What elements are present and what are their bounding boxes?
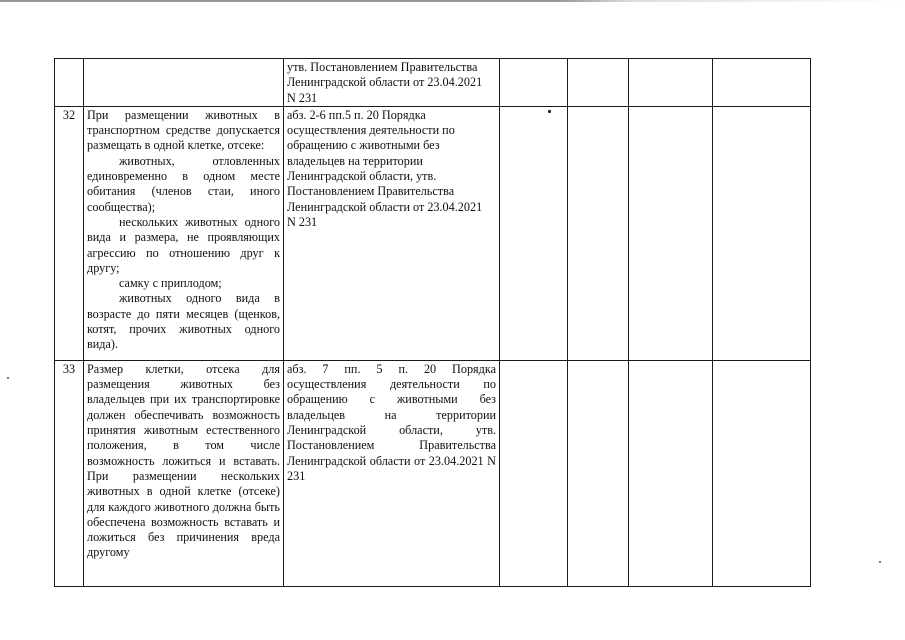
empty-cell xyxy=(713,360,811,586)
requirement-paragraph: животных одного вида в возрасте до пяти месяцев (щенков, котят, прочих животных одного вида). xyxy=(87,291,280,352)
requirement-paragraph: нескольких животных одного вида и размера, не проявляющих агрессию по отношению друг к другу; xyxy=(87,214,280,275)
empty-cell xyxy=(568,59,629,107)
empty-cell xyxy=(713,106,811,360)
requirement-cell xyxy=(84,59,284,107)
legal-source-cell xyxy=(284,59,500,107)
row-number: 33 xyxy=(55,360,84,586)
empty-cell xyxy=(500,360,568,586)
requirements-table xyxy=(54,58,811,587)
scan-speck xyxy=(7,377,9,379)
legal-source-cell xyxy=(284,360,500,586)
source-line: абз. 2-6 пп.5 п. 20 Порядка xyxy=(287,107,426,122)
requirement-cell xyxy=(84,360,284,586)
source-line: N 231 xyxy=(287,90,318,105)
empty-cell xyxy=(500,106,568,360)
empty-cell xyxy=(568,106,629,360)
empty-cell xyxy=(629,106,713,360)
empty-cell xyxy=(568,360,629,586)
source-line: владельцев на территории xyxy=(287,153,423,168)
source-line: Ленинградской области от 23.04.2021 xyxy=(287,75,483,90)
row-number: 32 xyxy=(55,106,84,360)
empty-cell xyxy=(629,360,713,586)
requirement-paragraph: животных, отловленных единовременно в одном месте обитания (членов стаи, иного сообщества); xyxy=(87,153,280,214)
source-line: Постановлением Правительства xyxy=(287,184,455,199)
table-row xyxy=(55,106,811,360)
source-line: N 231 xyxy=(287,214,318,229)
scan-speck xyxy=(879,561,881,563)
scan-mark xyxy=(548,110,551,113)
requirement-cell xyxy=(84,106,284,360)
empty-cell xyxy=(629,59,713,107)
requirement-paragraph: Размер клетки, отсека для размещения животных без владельцев при их транспортировке должен обеспечивать возможность принятия животным естественного положения, в том числе возможность ложиться и вставать. При размещении нескольких животных в одной клетке (отсеке) для каждого животного должна быть обеспечена возможность вставать и ложиться без причинения вреда другому xyxy=(87,361,280,560)
empty-cell xyxy=(713,59,811,107)
legal-source-cell xyxy=(284,106,500,360)
table-row xyxy=(55,360,811,586)
requirement-paragraph: При размещении животных в транспортном средстве допускается размещать в одной клетке, отсеке: xyxy=(87,107,280,153)
table-row xyxy=(55,59,811,107)
source-line: Ленинградской области, утв. xyxy=(287,169,437,184)
requirement-paragraph: самку с приплодом; xyxy=(119,276,222,291)
source-line: обращению с животными без xyxy=(287,138,440,153)
scan-top-edge-line xyxy=(0,0,905,2)
source-line: Ленинградской области от 23.04.2021 xyxy=(287,199,483,214)
empty-cell xyxy=(500,59,568,107)
row-number xyxy=(55,59,84,107)
source-line: утв. Постановлением Правительства xyxy=(287,60,478,74)
source-paragraph: абз. 7 пп. 5 п. 20 Порядка осуществления деятельности по обращению с животными без владельцев на территории Ленинградской области, утв. Постановлением Правительства Ленинградской области от 23.04.2021 N 231 xyxy=(287,361,496,483)
source-line: осуществления деятельности по xyxy=(287,123,455,138)
